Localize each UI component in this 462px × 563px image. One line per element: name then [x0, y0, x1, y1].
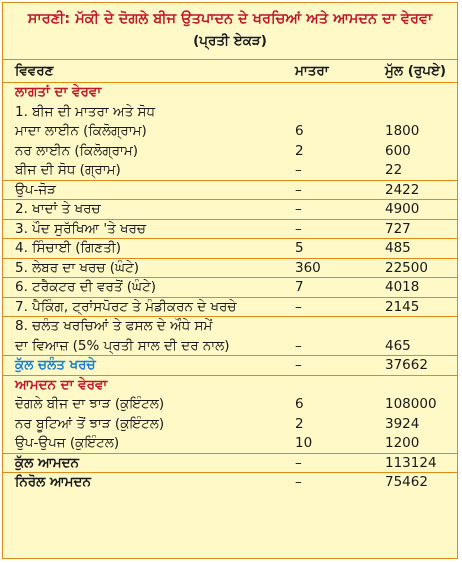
total-income-row: ਕੁੱਲ ਆਮਦਨ – 113124	[3, 454, 457, 474]
table-row: 2. ਖਾਦਾਂ ਤੇ ਖਰਚ – 4900	[3, 200, 457, 220]
table-row: ਮਾਦਾ ਲਾਈਨ (ਕਿਲੋਗ੍ਰਾਮ) 6 1800	[15, 123, 420, 139]
table-row: 6. ਟਰੈਕਟਰ ਦੀ ਵਰਤੋਂ (ਘੰਟੇ) 7 4018	[3, 278, 457, 298]
income-section-heading: ਆਮਦਨ ਦਾ ਵੇਰਵਾ	[15, 376, 108, 393]
table-title: ਸਾਰਣੀ: ਮੱਕੀ ਦੇ ਦੋਗਲੇ ਬੀਜ ਉਤਪਾਦਨ ਦੇ ਖਰਚਿਆਂ ਅਤੇ ਆਮਦਨ ਦਾ ਵੇਰਵਾ	[27, 11, 433, 27]
table-row: ਨਰ ਲਾਈਨ (ਕਿਲੋਗ੍ਰਾਮ) 2 600	[15, 142, 411, 159]
table-row: ਉਪ-ਉਪਜ (ਕੁਇੰਟਲ) 10 1200	[3, 434, 457, 454]
table-subtitle: (ਪ੍ਰਤੀ ਏਕੜ)	[193, 33, 267, 49]
header-price: ਮੁੱਲ (ਰੁਪਏ)	[385, 63, 447, 79]
header-row	[3, 60, 457, 83]
header-qty: ਮਾਤਰਾ	[295, 63, 329, 79]
table-row: ਦੋਗਲੇ ਬੀਜ ਦਾ ਝਾੜ (ਕੁਇੰਟਲ) 6 108000	[15, 396, 437, 412]
table-row: ਨਰ ਬੂਟਿਆਂ ਤੋਂ ਝਾੜ (ਕੁਇੰਟਲ) 2 3924	[15, 415, 420, 432]
interest-row-line1: 8. ਚਲੰਤ ਖਰਚਿਆਂ ਤੇ ਫਸਲ ਦੇ ਔਧੇ ਸਮੇਂ	[15, 318, 213, 334]
table-row: 5. ਲੇਬਰ ਦਾ ਖਰਚ (ਘੰਟੇ) 360 22500	[3, 259, 457, 279]
subtotal-row: ਉਪ-ਜੋੜ – 2422	[3, 181, 457, 201]
title-block	[3, 3, 457, 60]
table-row: 4. ਸਿੰਚਾਈ (ਗਿਣਤੀ) 5 485	[3, 239, 457, 259]
seed-header-row: 1. ਬੀਜ ਦੀ ਮਾਤਰਾ ਅਤੇ ਸੋਧ	[15, 103, 156, 120]
costs-section-heading: ਲਾਗਤਾਂ ਦਾ ਵੇਰਵਾ	[15, 84, 102, 100]
table-row: 3. ਪੌਦ ਸੁਰੱਖਿਆ 'ਤੇ ਖਰਚ – 727	[3, 220, 457, 240]
table-frame	[2, 2, 458, 559]
interest-row-line2: ਦਾ ਵਿਆਜ਼ (5% ਪ੍ਰਤੀ ਸਾਲ ਦੀ ਦਰ ਨਾਲ) – 465	[3, 337, 457, 357]
table-row: 7. ਪੈਕਿੰਗ, ਟ੍ਰਾਂਸਪੋਰਟ ਤੇ ਮੰਡੀਕਰਨ ਦੇ ਖਰਚੇ – 2145	[3, 298, 457, 318]
total-costs-row: ਕੁੱਲ ਚਲੰਤ ਖਰਚੇ – 37662	[3, 356, 457, 376]
net-income-row: ਨਿਰੋਲ ਆਮਦਨ – 75462	[15, 474, 428, 490]
table-row: ਬੀਜ ਦੀ ਸੋਧ (ਗ੍ਰਾਮ) – 22	[3, 161, 457, 181]
header-item: ਵਿਵਰਣ	[15, 63, 54, 79]
